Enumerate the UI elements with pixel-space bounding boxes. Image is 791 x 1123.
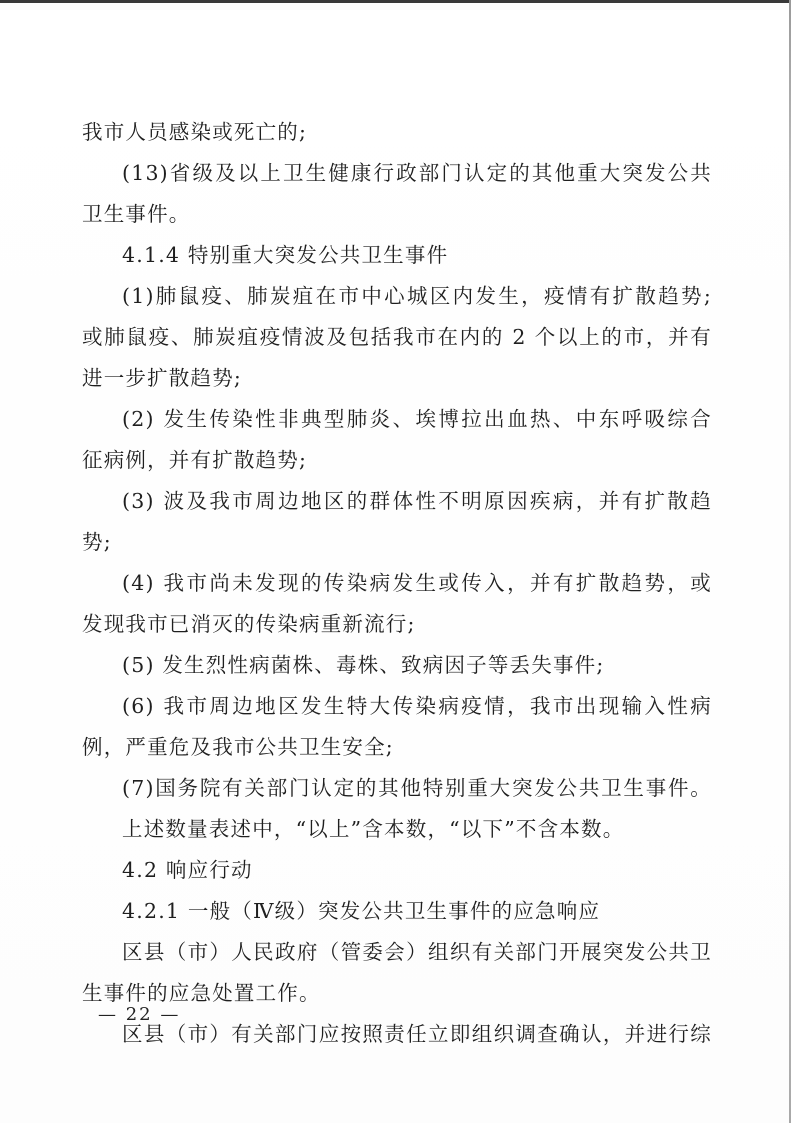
text-line: 势; [82, 530, 112, 554]
body-text [82, 112, 712, 1055]
scan-border-top [0, 0, 791, 3]
text-line: 发现我市已消灭的传染病重新流行; [82, 612, 416, 636]
text-line: 4.2 响应行动 [122, 858, 253, 882]
text-line: 征病例，并有扩散趋势; [82, 448, 308, 472]
text-line: (1)肺鼠疫、肺炭疽在市中心城区内发生，疫情有扩散趋势; [122, 284, 712, 308]
text-line: 进一步扩散趋势; [82, 366, 243, 390]
text-line: 卫生事件。 [82, 202, 191, 226]
text-line: 或肺鼠疫、肺炭疽疫情波及包括我市在内的 2 个以上的市，并有 [82, 325, 712, 349]
text-line: 生事件的应急处置工作。 [82, 981, 321, 1005]
text-line: 区县（市）有关部门应按照责任立即组织调查确认，并进行综 [122, 1022, 712, 1046]
page-number: — 22 — [98, 1004, 181, 1025]
text-line: (13)省级及以上卫生健康行政部门认定的其他重大突发公共 [122, 161, 712, 185]
text-line: 我市人员感染或死亡的; [82, 120, 308, 144]
text-line: 4.2.1 一般（Ⅳ级）突发公共卫生事件的应急响应 [122, 899, 601, 923]
text-line: (3) 波及我市周边地区的群体性不明原因疾病，并有扩散趋 [122, 489, 712, 513]
text-line: (7)国务院有关部门认定的其他特别重大突发公共卫生事件。 [122, 776, 712, 800]
text-line: (2) 发生传染性非典型肺炎、埃博拉出血热、中东呼吸综合 [122, 407, 712, 431]
text-line: 例，严重危及我市公共卫生安全; [82, 735, 394, 759]
text-line: 区县（市）人民政府（管委会）组织有关部门开展突发公共卫 [122, 940, 712, 964]
text-line: (6) 我市周边地区发生特大传染病疫情，我市出现输入性病 [122, 694, 712, 718]
text-line: (4) 我市尚未发现的传染病发生或传入，并有扩散趋势，或 [122, 571, 712, 595]
text-line: (5) 发生烈性病菌株、毒株、致病因子等丢失事件; [122, 653, 605, 677]
text-line: 4.1.4 特别重大突发公共卫生事件 [122, 243, 449, 267]
text-line: 上述数量表述中，“以上”含本数，“以下”不含本数。 [122, 817, 625, 841]
